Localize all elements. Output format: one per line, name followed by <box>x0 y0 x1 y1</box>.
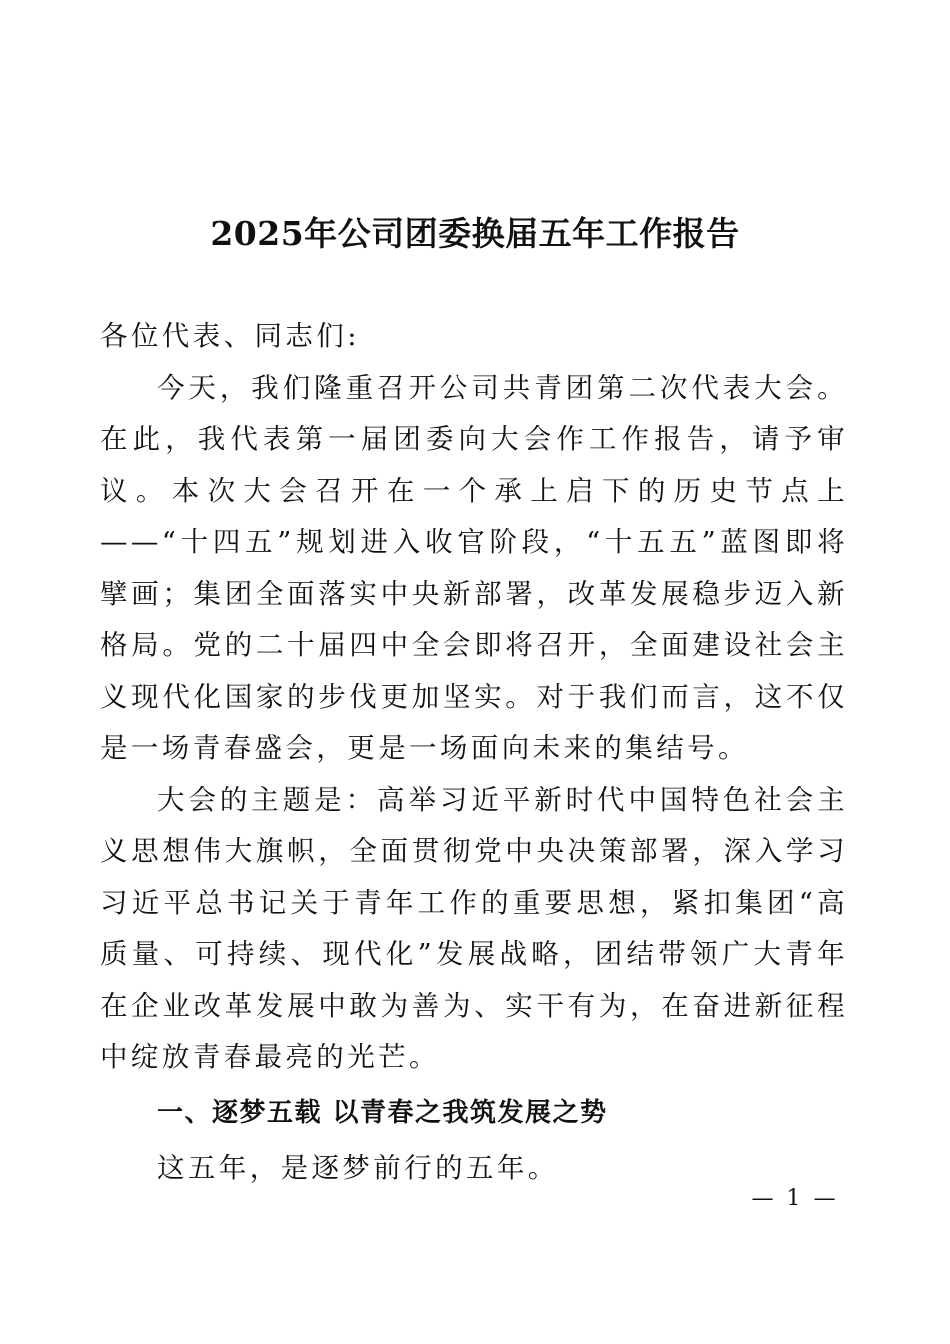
document-title: 2025年公司团委换届五年工作报告 <box>210 214 740 253</box>
salutation: 各位代表、同志们: <box>100 320 360 352</box>
page-number: — 1 — <box>751 1186 839 1211</box>
document-body <box>100 311 848 1194</box>
body-paragraph-opening: 今天，我们隆重召开公司共青团第二次代表大会。在此，我代表第一届团委向大会作工作报告，请予审议。本次大会召开在一个承上启下的历史节点上——“十四五”规划进入收官阶段，“十五五”蓝图即将擘画；集团全面落实中央新部署，改革发展稳步迈入新格局。党的二十届四中全会即将召开，全面建设社会主义现代化国家的步伐更加坚实。对于我们而言，这不仅是一场青春盛会，更是一场面向未来的集结号。 <box>100 371 848 764</box>
body-paragraph-theme: 大会的主题是：高举习近平新时代中国特色社会主义思想伟大旗帜，全面贯彻党中央决策部署，深入学习习近平总书记关于青年工作的重要思想，紧扣集团“高质量、可持续、现代化”发展战略，团结带领广大青年在企业改革发展中敢为善为、实干有为，在奋进新征程中绽放青春最亮的光芒。 <box>100 783 848 1073</box>
section-heading: 一、逐梦五载 以青春之我筑发展之势 <box>157 1097 608 1128</box>
section-paragraph: 这五年，是逐梦前行的五年。 <box>157 1151 559 1184</box>
